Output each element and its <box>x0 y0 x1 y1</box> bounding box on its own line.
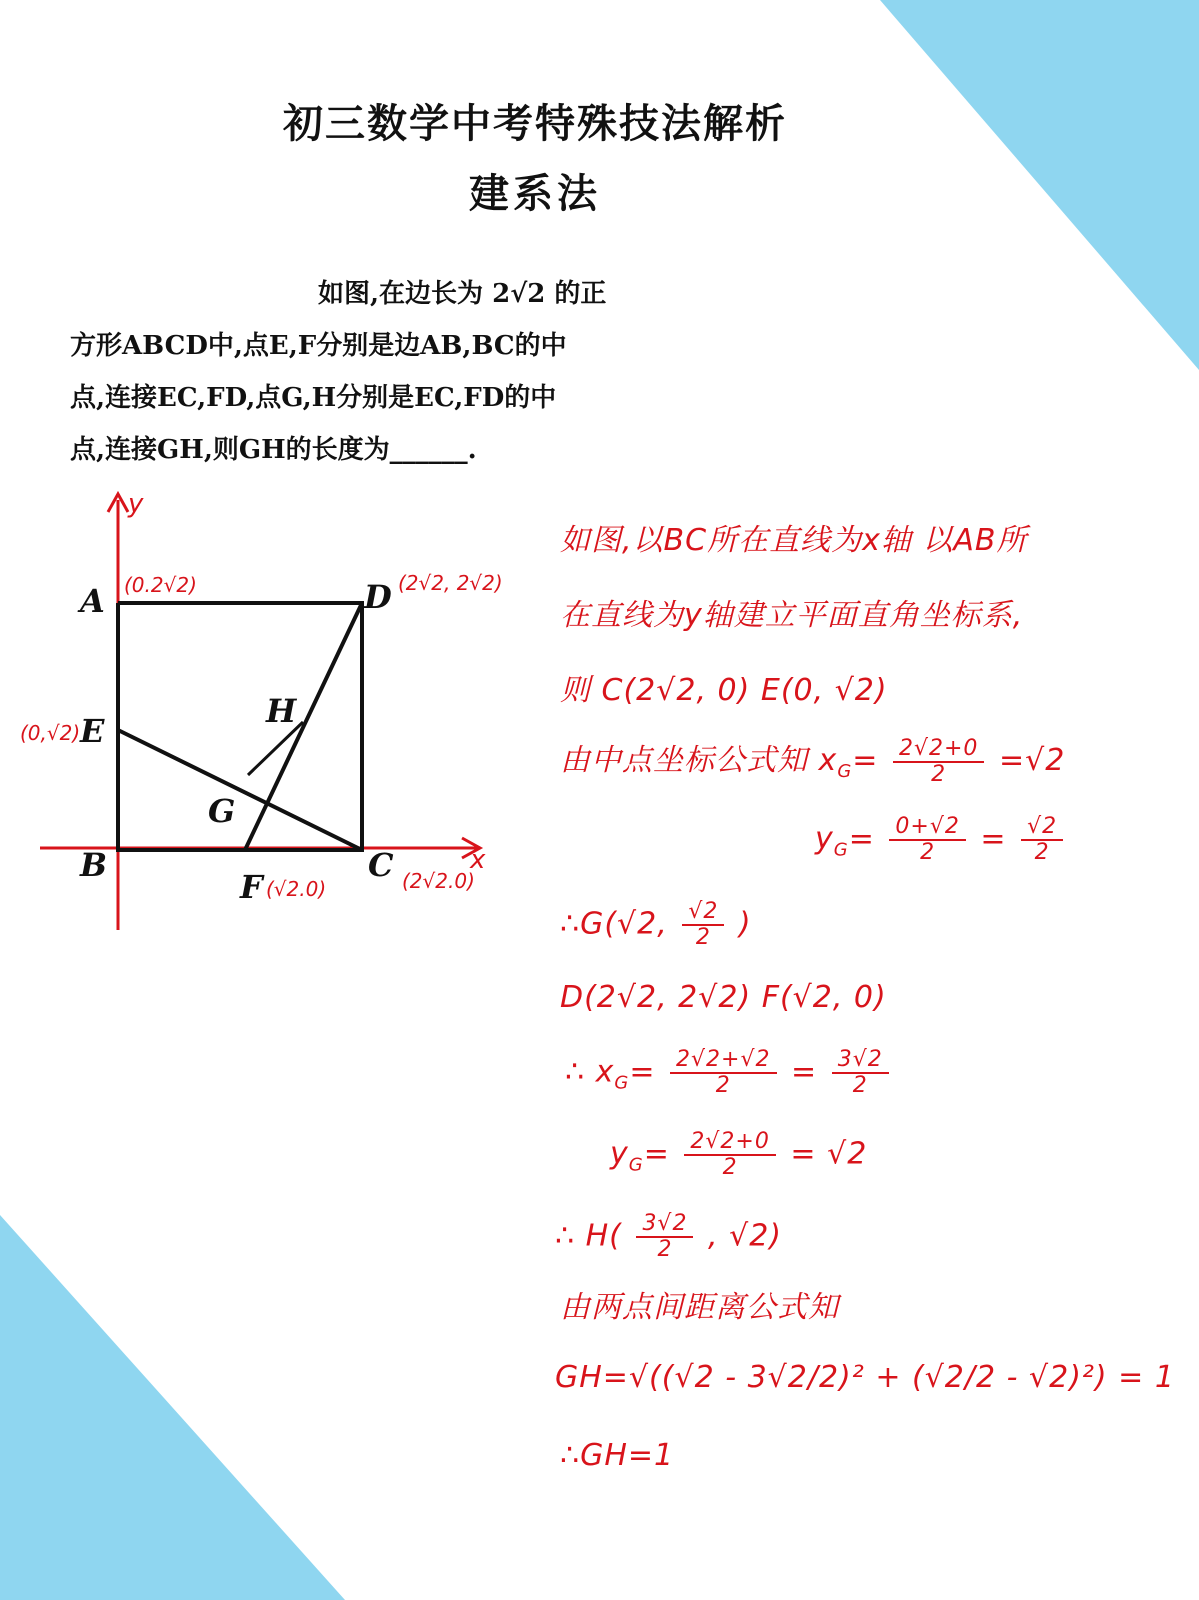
solution-line-2: 在直线为y轴建立平面直角坐标系, <box>560 598 1024 633</box>
xh-fraction <box>670 1048 776 1098</box>
solution-line-3: 则 C(2√2, 0) E(0, √2) <box>560 673 888 708</box>
solution-line-6 <box>560 900 752 950</box>
h-point-post: , √2) <box>708 1218 782 1254</box>
square-ABCD <box>118 603 362 850</box>
xg-den: 2 <box>931 761 947 787</box>
coord-D: (2√2, 2√2) <box>398 571 503 595</box>
solution-line-9: $y_G=$ $\frac{2√2+0}{2}$ = √2 <box>610 1129 868 1180</box>
solution-line-10 <box>555 1212 782 1262</box>
segment-FD <box>245 603 362 850</box>
solution-line-4: 由中点坐标公式知 $x_G=$ $\frac{2√2+0}{2}$ =√2 <box>560 735 1066 787</box>
xg-rhs: =√2 <box>998 743 1066 778</box>
solution-line-5: $y_G=$ $\frac{0+√2}{2}$ = $\frac{√2}{2}$ <box>815 815 1067 865</box>
yg-fraction <box>889 815 965 865</box>
g-point-num: √2 <box>682 900 724 926</box>
solution-line-1: 如图,以BC所在直线为x轴 以AB所 <box>560 523 1028 558</box>
xg-sub: G <box>837 761 853 782</box>
yg-sub: G <box>833 839 849 861</box>
yg-rhs-den: 2 <box>1034 840 1050 865</box>
yg-num: 0+√2 <box>889 815 965 841</box>
label-D: D <box>364 578 392 616</box>
solution-line-7: D(2√2, 2√2) F(√2, 0) <box>560 980 887 1015</box>
h-point-num: 3√2 <box>636 1212 693 1238</box>
label-H: H <box>266 692 297 730</box>
xh-sub: G <box>614 1072 630 1094</box>
geometry-figure <box>0 470 520 940</box>
xh-rhs-fraction <box>832 1048 889 1098</box>
problem-statement <box>70 268 660 476</box>
h-point-fraction <box>636 1212 693 1262</box>
yg-lhs: y <box>815 821 834 857</box>
yh-rhs: = √2 <box>790 1136 868 1172</box>
yh-lhs: y <box>610 1136 629 1172</box>
problem-line-2: 方形ABCD中,点E,F分别是边AB,BC的中 <box>70 331 567 361</box>
yh-den: 2 <box>722 1155 738 1180</box>
xh-lhs: ∴ x <box>565 1054 615 1090</box>
coord-E: (0,√2) <box>20 721 81 745</box>
h-point-pre: ∴ H( <box>555 1218 622 1254</box>
coord-A: (0.2√2) <box>124 573 197 597</box>
coord-F: (√2.0) <box>266 877 327 901</box>
label-E: E <box>80 712 105 750</box>
yg-den: 2 <box>920 840 936 865</box>
problem-line-1: 如图,在边长为 2√2 的正 <box>318 279 607 309</box>
solution-line-12: GH=√((√2 - 3√2/2)² + (√2/2 - √2)²) = 1 <box>555 1360 1175 1395</box>
problem-line-4: 点,连接GH,则GH的长度为______. <box>70 435 477 465</box>
label-G: G <box>208 792 236 830</box>
label-F: F <box>240 868 263 906</box>
yh-num: 2√2+0 <box>684 1130 775 1156</box>
g-point-fraction <box>682 900 724 950</box>
y-axis-label: y <box>128 489 144 519</box>
page-subtitle: 建系法 <box>469 171 601 217</box>
g-point-post: ) <box>738 906 752 942</box>
x-axis-label: x <box>470 845 486 875</box>
h-point-den: 2 <box>657 1237 673 1262</box>
yg-rhs-num: √2 <box>1021 815 1063 841</box>
xg-num: 2√2+0 <box>893 737 984 763</box>
label-A: A <box>80 582 105 620</box>
xh-num: 2√2+√2 <box>670 1048 776 1074</box>
yh-sub: G <box>628 1154 644 1176</box>
xg-fraction <box>893 737 984 787</box>
xg-lhs: x <box>818 743 838 778</box>
label-C: C <box>368 846 394 884</box>
label-B: B <box>80 846 108 884</box>
problem-line-3: 点,连接EC,FD,点G,H分别是EC,FD的中 <box>70 383 557 413</box>
g-point-den: 2 <box>695 925 711 950</box>
page-title: 初三数学中考特殊技法解析 <box>283 101 787 147</box>
yh-fraction <box>684 1130 775 1180</box>
solution-line-11: 由两点间距离公式知 <box>560 1290 839 1325</box>
g-point-pre: ∴G(√2, <box>560 906 668 942</box>
xh-rhs-num: 3√2 <box>832 1048 889 1074</box>
yg-rhs-fraction <box>1021 815 1063 865</box>
solution-line-13: ∴GH=1 <box>560 1438 675 1473</box>
xh-den: 2 <box>715 1073 731 1098</box>
segment-EC <box>118 730 362 850</box>
xh-rhs-den: 2 <box>852 1073 868 1098</box>
coord-C: (2√2.0) <box>402 869 475 893</box>
solution-line-4-text: 由中点坐标公式知 <box>560 743 808 778</box>
solution-line-8: ∴ $x_G=$ $\frac{2√2+√2}{2}$ = $\frac{3√2}{2}$ <box>565 1048 893 1098</box>
